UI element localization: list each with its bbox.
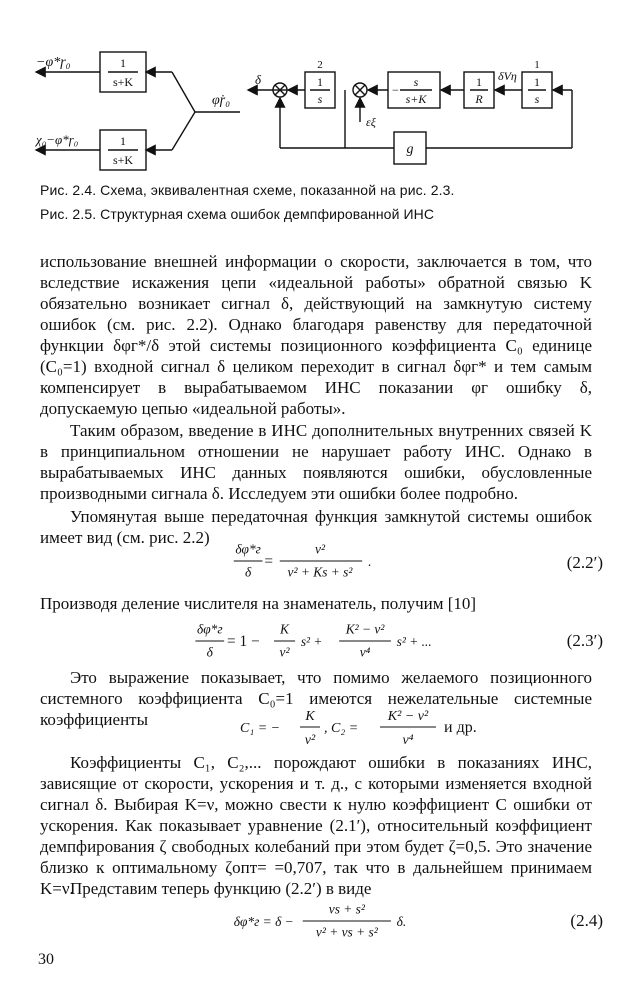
block-bottom-left-num: 1 — [120, 134, 126, 148]
equation-number-2-4: (2.4) — [570, 911, 603, 930]
caption-fig-2-4: Рис. 2.4. Схема, эквивалентная схеме, показанной на рис. 2.3. — [40, 182, 455, 198]
eq23-s2b: s² + ... — [396, 633, 432, 649]
eq23-f2-num: K² − ν² — [345, 621, 385, 637]
paragraph-5: Это выражение показывает, что помимо желаемого позиционного системного коэффициента C₀=1 имеются нежелательные системные коэффициенты — [40, 668, 592, 729]
block-top-left-den: s+K — [112, 75, 134, 89]
eq24-tail: δ. — [396, 913, 407, 929]
eq23-lhs-den: δ — [206, 644, 213, 660]
block-top-left-num: 1 — [120, 56, 126, 70]
block-gain-label: g — [406, 142, 414, 157]
block-integrator-den: s — [317, 92, 323, 106]
equation-number-2-2: (2.2′) — [566, 553, 603, 572]
block-input-integrator-den: s — [534, 92, 540, 106]
paragraph-3: Упомянутая выше передаточная функция замкнутой системы ошибок имеет вид (см. рис. 2.2) — [40, 507, 592, 547]
eq23-term1: = 1 − — [227, 632, 260, 650]
equation-c1-c2 — [240, 704, 540, 750]
block-radius-num: 1 — [476, 75, 482, 89]
paragraph-7: Представим теперь функцию (2.2′) в виде — [70, 879, 372, 898]
equation-2-2 — [40, 538, 600, 584]
c1-num: K — [305, 709, 315, 724]
paragraph-4: Производя деление числителя на знаменатель, получим [10] — [40, 594, 477, 613]
block-filter-den: s+K — [405, 92, 427, 106]
label-out-top: −φ*ɼ₀ — [36, 55, 71, 70]
paragraph-1: использование внешней информации о скорости, заключается в том, что вследствие искажения цепи «идеальной работы» обратной связью K обязательно возникает сигнал δ, действующий на замкнутую систему ошибок (см. рис. 2.2). Однако благодаря равенству для передаточной функции δφг*/δ этой системы позиционного коэффициента C₀ единице (C₀=1) входной сигнал δ целиком переходит в сигнал δφг* и тем самым компенсирует в вырабатываемом ИНС показании φг ошибку δ, допускаемую цепью «идеальной работы». — [40, 252, 592, 418]
label-phi-dot: φ̇ɼ₀ — [212, 93, 231, 108]
c1-lhs: C₁ = − — [240, 721, 281, 736]
eq22-rhs-num: ν² — [315, 541, 325, 557]
eq22-rhs-den: ν² + Ks + s² — [287, 564, 353, 580]
c2-num: K² − ν² — [387, 709, 429, 724]
eq24-num: νs + s² — [328, 901, 365, 917]
label-num-2: 2 — [317, 59, 323, 71]
label-dv: δVη — [498, 69, 517, 83]
eq22-lhs-den: δ — [245, 564, 252, 580]
label-delta: δ — [255, 72, 262, 87]
block-filter-num: s — [413, 75, 419, 89]
label-num-1: 1 — [534, 59, 540, 71]
equation-2-3 — [40, 618, 600, 664]
c-tail: и др. — [444, 719, 477, 736]
page-number: 30 — [38, 951, 54, 968]
c1-den: ν² — [304, 733, 316, 748]
block-input-integrator-num: 1 — [534, 75, 540, 89]
svg-text:.: . — [367, 553, 372, 569]
block-bottom-left-den: s+K — [112, 153, 134, 167]
eq23-f1-den: ν² — [279, 644, 290, 660]
block-diagram — [0, 0, 633, 180]
svg-text:=: = — [264, 552, 274, 570]
eq23-f1-num: K — [280, 621, 290, 637]
eq24-lhs: δφ*г = δ − — [233, 913, 294, 929]
label-epsilon: εξ — [366, 115, 376, 129]
equation-number-2-3: (2.3′) — [566, 631, 603, 650]
eq23-lhs-num: δφ*г — [196, 621, 223, 637]
eq24-den: ν² + νs + s² — [315, 924, 378, 940]
caption-fig-2-5: Рис. 2.5. Структурная схема ошибок демпфированной ИНС — [40, 206, 435, 222]
block-radius-den: R — [475, 92, 483, 106]
equation-2-4 — [40, 898, 600, 944]
label-out-bottom: χ₀−φ*ɼ₀ — [36, 132, 79, 147]
eq23-f2-den: ν⁴ — [359, 644, 371, 660]
label-minus: − — [392, 83, 399, 97]
paragraph-2: Таким образом, введение в ИНС дополнительных внутренних связей K в принципиальном отношении не нарушает работу ИНС. Однако в вырабатываемых ИНС данных появляются ошибки, обусловленные производными сигнала δ. Исследуем эти ошибки более подробно. — [40, 421, 592, 503]
block-integrator-num: 1 — [317, 75, 323, 89]
paragraph-6: Коэффициенты C₁, C₂,... порождают ошибки в показаниях ИНС, зависящие от скорости, ускорения и т. д., с которыми изменяется входной сигнал δ. Выбирая K=ν, можно свести к нулю коэффициент C ошибки от ускорения. Как показывает уравнение (2.1′), относительный коэффициент демпфирования ζ свободных колебаний при этом будет ζ=0,5. Это значение близко к оптимальному ζопт= =0,707, так что в дальнейшем принимаем K=ν. — [40, 753, 592, 898]
c2-lhs: , C₂ = — [324, 721, 359, 736]
eq22-lhs-num: δφ*г — [235, 541, 261, 557]
eq23-s2a: s² + — [300, 633, 323, 649]
c2-den: ν⁴ — [402, 733, 414, 748]
